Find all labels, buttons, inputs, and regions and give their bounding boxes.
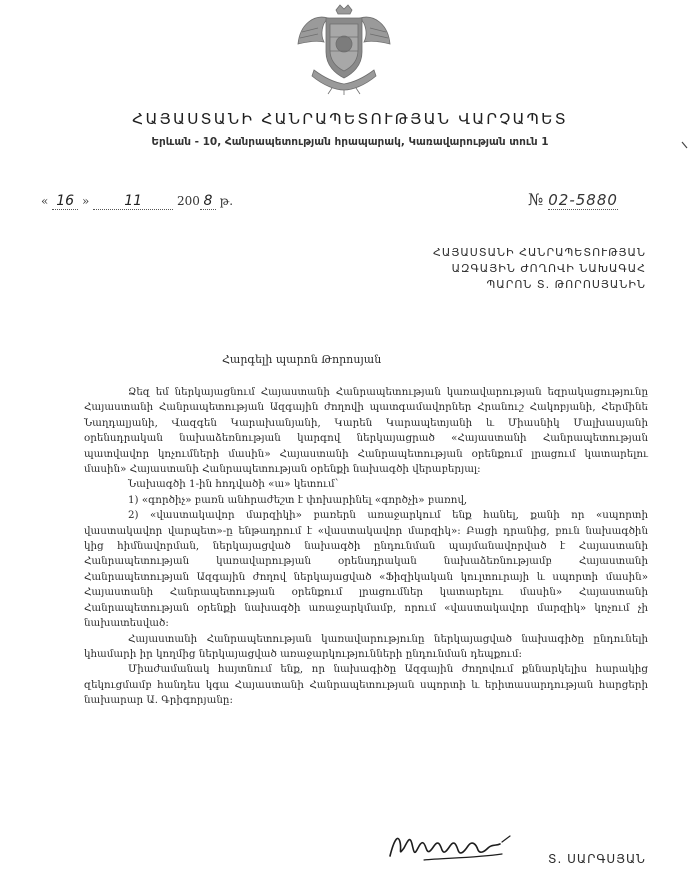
date-mid-quote: » bbox=[82, 194, 90, 208]
date-year-prefix: 200 bbox=[177, 194, 200, 208]
recipient-line: ՀԱՅԱՍՏԱՆԻ ՀԱՆՐԱՊԵՏՈՒԹՅԱՆ bbox=[433, 246, 646, 259]
number-label: № bbox=[528, 190, 544, 209]
body-paragraph: 1) «գործիչ» բառն անհրաժեշտ է փոխարինել «գործչի» բառով, bbox=[128, 493, 468, 506]
body-paragraph: 2) «վաստակավոր մարզիկի» բառերն առաջարկում ենք հանել, քանի որ «սպորտի վաստակավոր վարպետ»-ը ենթադրում է «վաստակավոր մարզիկ»: Բացի դրանից, բուն նախագծին կից հիմնավորման, ներկայացված նախագծի ընդունման պայմանավորված է Հայաստանի Հանրապետության կառավարության օրենսդրական նախաձեռնությամբ Հայաստանի Հանրապետության Ազգային ժողով ներկայացված «Ֆիզիկական կուլտուրայի և սպորտի մասին» Հայաստանի Հանրապետության օրենքում լրացումներ կատարելու մասին» Հայաստանի Հանրապետության օրենքի նախագծի առաջարկմամբ, որում «վաստակավոր մարզիկ» կոչում չի նախատեսված: bbox=[84, 509, 648, 630]
letter-body bbox=[84, 385, 648, 709]
body-paragraph: Նախագծի 1-ին հոդվածի «ա» կետում՝ bbox=[128, 478, 339, 491]
body-paragraph: Ձեզ եմ ներկայացնում Հայաստանի Հանրապետության կառավարության եզրակացությունը Հայաստանի Հանրապետության Ազգային ժողովի պատգամավորներ Հրանուշ Հակոբյանի, Հերմինե Նաղդալյանի, Վազգեն Կարախանյանի, Կարեն Կարապետյանի և Միասնիկ Մալխասյանի օրենսդրական նախաձեռնության կարգով ներկայացրած «Հայաստանի Հանրապետության պատվավոր կոչումների մասին» Հայաստանի Հանրապետության օրենքում լրացում կատարելու մասին» Հայաստանի Հանրապետության օրենքի նախագծի վերաբերյալ: bbox=[84, 386, 648, 476]
date-month: 11 bbox=[93, 193, 173, 210]
armenia-coat-of-arms-icon bbox=[292, 4, 396, 96]
recipient-line: ԱԶԳԱՅԻՆ ԺՈՂՈՎԻ ՆԱԽԱԳԱՀ bbox=[451, 262, 646, 275]
handwritten-signature bbox=[384, 822, 516, 870]
date-open-quote: « bbox=[41, 194, 49, 208]
letter-greeting: Հարգելի պարոն Թորոսյան bbox=[222, 353, 382, 366]
organization-address: Երևան - 10, Հանրապետության հրապարակ, Կառավարության տուն 1 bbox=[151, 136, 549, 148]
margin-mark-icon bbox=[680, 140, 690, 150]
recipient-block bbox=[433, 245, 646, 293]
body-paragraph: Միաժամանակ հայտնում ենք, որ նախագիծը Ազգային ժողովում քննարկելիս հարակից զեկուցմամբ հանդես կգա Հայաստանի Հանրապետության սպորտի և երիտասարդության հարցերի նախարար Ա. Գրիգորյանը: bbox=[84, 663, 648, 707]
date-suffix: թ. bbox=[219, 194, 234, 208]
date-day: 16 bbox=[52, 193, 78, 210]
signer-name: Տ. ՍԱՐԳՍՅԱՆ bbox=[548, 852, 646, 866]
body-paragraph: Հայաստանի Հանրապետության կառավարությունը ներկայացված նախագիծը ընդունելի կհամարի իր կողմից ներկայացված առաջարկությունների ընդունման դեպքում: bbox=[84, 632, 648, 660]
document-number bbox=[528, 190, 618, 209]
number-value: 02-5880 bbox=[548, 191, 618, 209]
date-year-digit: 8 bbox=[200, 193, 216, 210]
organization-title: ՀԱՅԱՍՏԱՆԻ ՀԱՆՐԱՊԵՏՈՒԹՅԱՆ ՎԱՐՉԱՊԵՏ bbox=[132, 110, 568, 128]
recipient-line: ՊԱՐՈՆ Տ. ԹՈՐՈՍՅԱՆԻՆ bbox=[486, 278, 646, 291]
document-date bbox=[41, 193, 233, 210]
